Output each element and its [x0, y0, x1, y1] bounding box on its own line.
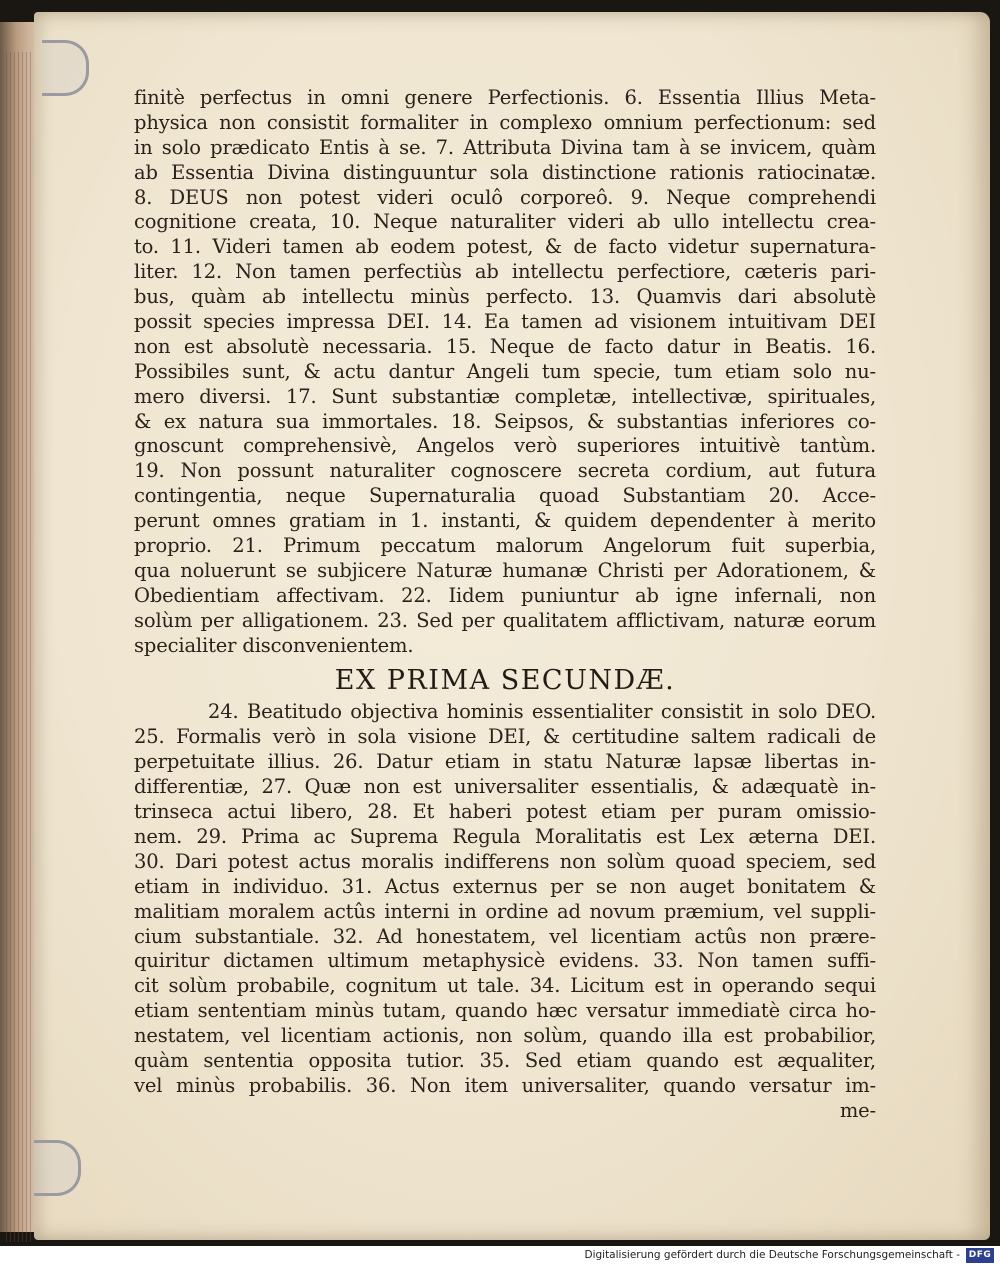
- section-heading: EX PRIMA SECUNDÆ.: [334, 665, 676, 697]
- text-line: non est absolutè necessaria. 15. Neque de facto datur in Beatis. 16.: [134, 334, 876, 358]
- text-line: solùm per alligationem. 23. Sed per qualitatem afflictivam, naturæ eorum: [134, 608, 876, 632]
- text-line: perpetuitate illius. 26. Datur etiam in statu Naturæ lapsæ libertas in-: [134, 750, 876, 774]
- text-line: specialiter disconvenientem.: [134, 633, 414, 657]
- text-line: perunt omnes gratiam in 1. instanti, & quidem dependenter à merito: [134, 509, 876, 533]
- text-line: differentiæ, 27. Quæ non est universaliter essentialis, & adæquatè in-: [134, 775, 876, 799]
- text-line: cit solùm probabile, cognitum ut tale. 34. Licitum est in operando sequi: [134, 974, 876, 998]
- text-line: possit species impressa DEI. 14. Ea tamen ad visionem intuitivam DEI: [134, 310, 876, 334]
- funding-credit: Digitalisierung gefördert durch die Deutsche Forschungsgemeinschaft -: [584, 1249, 960, 1261]
- footer-bar: [0, 1246, 1000, 1266]
- text-line: 24. Beatitudo objectiva hominis essentialiter consistit in solo DEO.: [208, 700, 876, 724]
- text-line: mero diversi. 17. Sunt substantiæ completæ, intellectivæ, spirituales,: [134, 384, 876, 408]
- text-line: & ex natura sua immortales. 18. Seipsos, & substantias inferiores co-: [134, 409, 876, 433]
- text-line: cium substantiale. 32. Ad honestatem, vel licentiam actûs non prære-: [134, 924, 876, 948]
- text-line: Obedientiam affectivam. 22. Iidem puniuntur ab igne infernali, non: [134, 583, 876, 607]
- text-line: physica non consistit formaliter in complexo omnium perfectionum: sed: [134, 110, 876, 134]
- page-edge-lines: [6, 52, 32, 1242]
- text-line: etiam in individuo. 31. Actus externus per se non auget bonitatem &: [134, 874, 876, 898]
- text-line: finitè perfectus in omni genere Perfectionis. 6. Essentia Illius Meta-: [134, 86, 876, 109]
- page-clip-bottom: [34, 1140, 81, 1196]
- text-line: nestatem, vel licentiam actionis, non solùm, quando illa est probabilior,: [134, 1024, 876, 1048]
- page-text: [134, 86, 876, 1124]
- text-line: proprio. 21. Primum peccatum malorum Angelorum fuit superbia,: [134, 534, 876, 558]
- catchword: me-: [839, 1098, 876, 1122]
- text-line: ab Essentia Divina distinguuntur sola distinctione rationis ratiocinatæ.: [134, 160, 876, 184]
- text-line: 19. Non possunt naturaliter cognoscere secreta cordium, aut futura: [134, 459, 876, 483]
- text-line: bus, quàm ab intellectu minùs perfecto. 13. Quamvis dari absolutè: [134, 285, 876, 309]
- text-line: nem. 29. Prima ac Suprema Regula Moralitatis est Lex æterna DEI.: [134, 824, 876, 848]
- text-lines-before-heading: [134, 86, 876, 658]
- dfg-logo-icon: DFG: [966, 1248, 994, 1263]
- text-line: gnoscunt comprehensivè, Angelos verò superiores intuitivè tantùm.: [134, 434, 876, 458]
- text-line: contingentia, neque Supernaturalia quoad Substantiam 20. Acce-: [134, 484, 876, 508]
- text-line: qua noluerunt se subjicere Naturæ humanæ Christi per Adorationem, &: [134, 558, 876, 582]
- text-line: Possibiles sunt, & actu dantur Angeli tum specie, tum etiam solo nu-: [134, 359, 876, 383]
- text-line: liter. 12. Non tamen perfectiùs ab intellectu perfectiore, cæteris pari-: [134, 260, 876, 284]
- text-line: 8. DEUS non potest videri oculô corporeô. 9. Neque comprehendi: [134, 185, 876, 209]
- text-line: trinseca actui libero, 28. Et haberi potest etiam per puram omissio-: [134, 800, 876, 824]
- text-line: malitiam moralem actûs interni in ordine ad novum præmium, vel suppli-: [134, 899, 876, 923]
- text-line: quiritur dictamen ultimum metaphysicè evidens. 33. Non tamen suffi-: [134, 949, 876, 973]
- text-line: 25. Formalis verò in sola visione DEI, & certitudine saltem radicali de: [134, 725, 876, 749]
- text-line: 30. Dari potest actus moralis indifferens non solùm quoad speciem, sed: [134, 849, 876, 873]
- text-line: quàm sententia opposita tutior. 35. Sed etiam quando est æqualiter,: [134, 1048, 876, 1072]
- text-line: to. 11. Videri tamen ab eodem potest, & de facto videtur supernatura-: [134, 235, 876, 259]
- text-line: etiam sententiam minùs tutam, quando hæc versatur immediatè circa ho-: [134, 999, 876, 1023]
- text-line: in solo prædicato Entis à se. 7. Attributa Divina tam à se invicem, quàm: [134, 135, 876, 159]
- text-line: vel minùs probabilis. 36. Non item universaliter, quando versatur im-: [134, 1073, 876, 1097]
- page-clip-top: [42, 40, 89, 96]
- text-lines-after-heading: [134, 700, 876, 1098]
- text-line: cognitione creata, 10. Neque naturaliter videri ab ullo intellectu crea-: [134, 210, 876, 234]
